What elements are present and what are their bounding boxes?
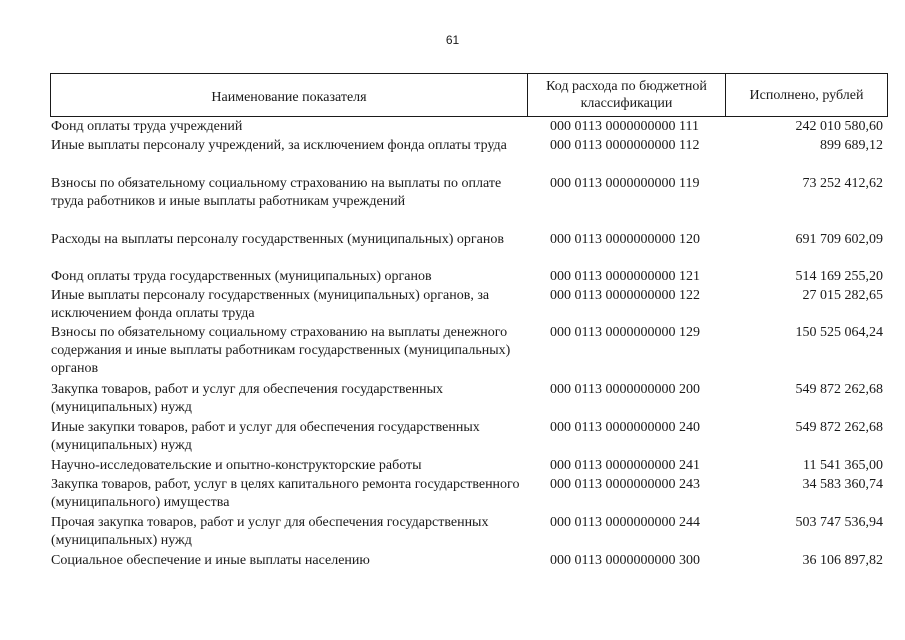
row-name: Научно-исследовательские и опытно-конструкторские работы (51, 458, 422, 473)
row-name: Прочая закупка товаров, работ и услуг для обеспечения государственных (муниципальных) нужд (51, 515, 489, 548)
row-amount: 899 689,12 (820, 138, 883, 153)
row-amount: 34 583 360,74 (802, 477, 883, 492)
row-code: 000 0113 0000000000 244 (550, 515, 700, 530)
row-amount: 36 106 897,82 (802, 553, 883, 568)
row-name: Закупка товаров, работ, услуг в целях капитального ремонта государственного (муниципального) имущества (51, 477, 520, 510)
row-name: Иные закупки товаров, работ и услуг для обеспечения государственных (муниципальных) нужд (51, 420, 480, 453)
row-code: 000 0113 0000000000 241 (550, 458, 700, 473)
row-amount: 11 541 365,00 (803, 458, 883, 473)
row-amount: 549 872 262,68 (795, 420, 883, 435)
row-name: Фонд оплаты труда государственных (муниципальных) органов (51, 269, 432, 284)
row-code: 000 0113 0000000000 119 (550, 176, 700, 191)
row-code: 000 0113 0000000000 300 (550, 553, 700, 568)
row-amount: 73 252 412,62 (802, 176, 883, 191)
row-name: Взносы по обязательному социальному страхованию на выплаты по оплате труда работников и иные выплаты работникам учреждений (51, 176, 502, 209)
row-name: Иные выплаты персоналу учреждений, за исключением фонда оплаты труда (51, 138, 507, 153)
header-code: Код расхода по бюджетной классификации (528, 74, 726, 116)
row-amount: 242 010 580,60 (795, 119, 883, 134)
row-name: Закупка товаров, работ и услуг для обеспечения государственных (муниципальных) нужд (51, 382, 444, 415)
row-name: Расходы на выплаты персоналу государственных (муниципальных) органов (51, 232, 504, 247)
row-code: 000 0113 0000000000 243 (550, 477, 700, 492)
row-amount: 503 747 536,94 (795, 515, 883, 530)
page-number: 61 (445, 33, 460, 47)
row-code: 000 0113 0000000000 121 (550, 269, 700, 284)
row-amount: 150 525 064,24 (795, 325, 883, 340)
header-name: Наименование показателя (51, 74, 528, 116)
row-code: 000 0113 0000000000 200 (550, 382, 700, 397)
row-name: Социальное обеспечение и иные выплаты населению (51, 553, 370, 568)
row-name: Фонд оплаты труда учреждений (51, 119, 243, 134)
row-code: 000 0113 0000000000 240 (550, 420, 700, 435)
row-code: 000 0113 0000000000 122 (550, 288, 700, 303)
header-amount: Исполнено, рублей (749, 87, 864, 103)
row-amount: 27 015 282,65 (802, 288, 883, 303)
row-amount: 514 169 255,20 (795, 269, 883, 284)
row-name: Взносы по обязательному социальному страхованию на выплаты денежного содержания и иные выплаты работникам государственных (муниципальных) органов (51, 325, 511, 376)
row-amount: 691 709 602,09 (795, 232, 883, 247)
row-code: 000 0113 0000000000 112 (550, 138, 700, 153)
row-amount: 549 872 262,68 (795, 382, 883, 397)
row-name: Иные выплаты персоналу государственных (муниципальных) органов, за исключением фонда оплаты труда (51, 288, 490, 321)
row-code: 000 0113 0000000000 111 (550, 119, 699, 134)
row-code: 000 0113 0000000000 120 (550, 232, 700, 247)
row-code: 000 0113 0000000000 129 (550, 325, 700, 340)
